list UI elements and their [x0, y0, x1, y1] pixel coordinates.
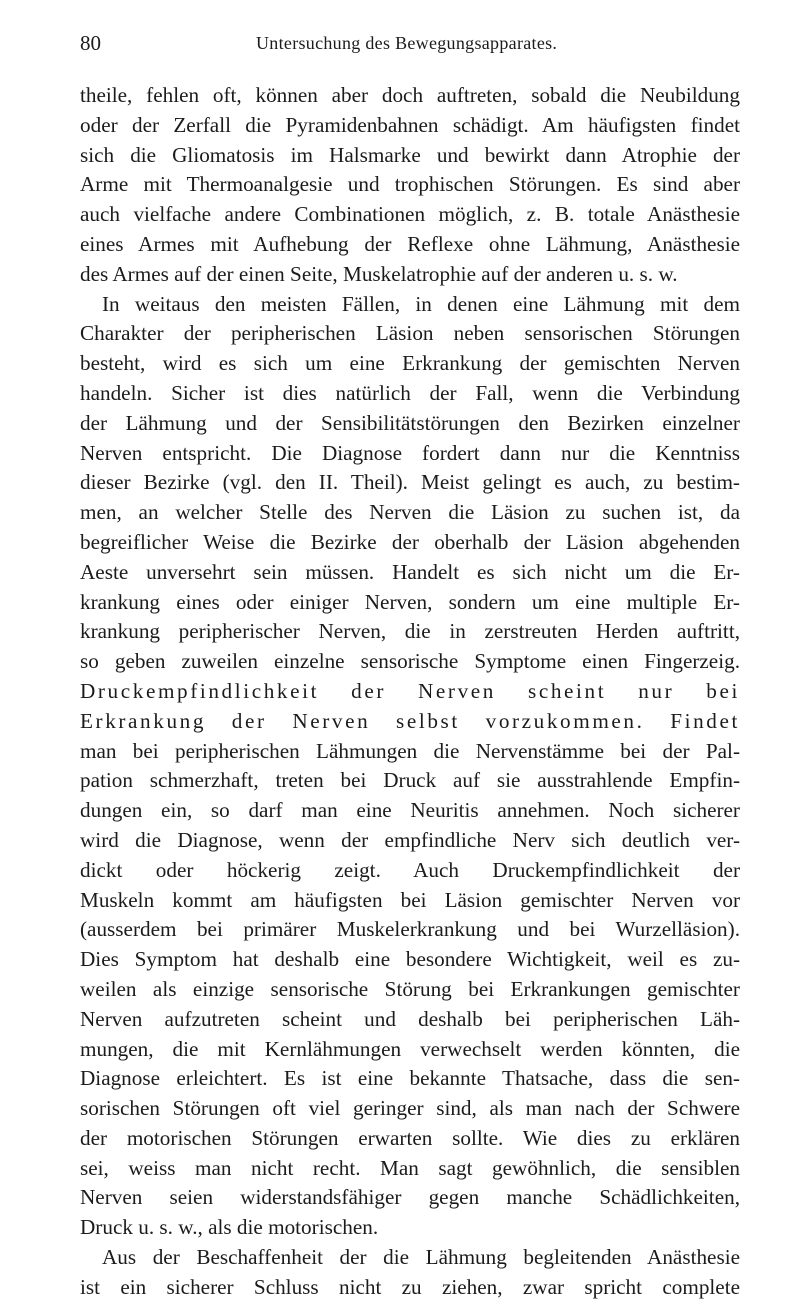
text-line: sorischen Störungen oft viel geringer sind, als man nach der Schwere: [80, 1096, 740, 1121]
page-header: [80, 28, 720, 58]
text-line: so geben zuweilen einzelne sensorische Symptome einen Fingerzeig.: [80, 649, 740, 674]
text-line: krankung peripherischer Nerven, die in zerstreuten Herden auftritt,: [80, 619, 740, 644]
text-line-emphasis: Erkrankung der Nerven selbst vorzukommen. Findet: [80, 708, 740, 733]
text-line: Charakter der peripherischen Läsion neben sensorischen Störungen: [80, 321, 740, 346]
page-number: 80: [80, 31, 101, 55]
paragraph-2: [80, 290, 740, 1244]
text-line-emphasis: Druckempfindlichkeit der Nerven scheint nur bei: [80, 678, 740, 703]
text-line: oder der Zerfall die Pyramidenbahnen schädigt. Am häufigsten findet: [80, 112, 740, 137]
text-line: Diagnose erleichtert. Es ist eine bekannte Thatsache, dass die sen-: [80, 1066, 740, 1091]
text-line: In weitaus den meisten Fällen, in denen eine Lähmung mit dem: [102, 291, 740, 316]
text-line: man bei peripherischen Lähmungen die Nervenstämme bei der Pal-: [80, 738, 740, 763]
text-line: dieser Bezirke (vgl. den II. Theil). Meist gelingt es auch, zu bestim-: [80, 470, 740, 495]
text-line: des Armes auf der einen Seite, Muskelatrophie auf der anderen u. s. w.: [80, 261, 678, 286]
text-line: auch vielfache andere Combinationen möglich, z. B. totale Anästhesie: [80, 202, 740, 227]
text-line: Nerven entspricht. Die Diagnose fordert dann nur die Kenntniss: [80, 440, 740, 465]
text-line: Nerven aufzutreten scheint und deshalb bei peripherischen Läh-: [80, 1006, 740, 1031]
text-line: der Lähmung und der Sensibilitätstörungen den Bezirken einzelner: [80, 410, 740, 435]
text-line: pation schmerzhaft, treten bei Druck auf sie ausstrahlende Empfin-: [80, 768, 740, 793]
text-line: dungen ein, so darf man eine Neuritis annehmen. Noch sicherer: [80, 798, 740, 823]
text-line: Muskeln kommt am häufigsten bei Läsion gemischter Nerven vor: [80, 887, 740, 912]
text-line: (ausserdem bei primärer Muskelerkrankung und bei Wurzelläsion).: [80, 917, 740, 942]
running-title: Untersuchung des Bewegungsapparates.: [256, 33, 558, 53]
text-line: besteht, wird es sich um eine Erkrankung der gemischten Nerven: [80, 351, 740, 376]
text-line: handeln. Sicher ist dies natürlich der Fall, wenn die Verbindung: [80, 380, 740, 405]
text-line: begreiflicher Weise die Bezirke der oberhalb der Läsion abgehenden: [80, 529, 740, 554]
text-line: Aus der Beschaffenheit der die Lähmung begleitenden Anästhesie: [102, 1245, 740, 1270]
text-line: Nerven seien widerstandsfähiger gegen manche Schädlichkeiten,: [80, 1185, 740, 1210]
paragraph-1: [80, 81, 740, 290]
text-line: der motorischen Störungen erwarten sollte. Wie dies zu erklären: [80, 1125, 740, 1150]
text-line: krankung eines oder einiger Nerven, sondern um eine multiple Er-: [80, 589, 740, 614]
text-line: dickt oder höckerig zeigt. Auch Druckempfindlichkeit der: [80, 857, 740, 882]
text-line: Aeste unversehrt sein müssen. Handelt es sich nicht um die Er-: [80, 559, 740, 584]
paragraph-3: [80, 1243, 740, 1303]
text-line: ist ein sicherer Schluss nicht zu ziehen, zwar spricht complete: [80, 1274, 740, 1299]
text-line: men, an welcher Stelle des Nerven die Läsion zu suchen ist, da: [80, 500, 740, 525]
text-line: eines Armes mit Aufhebung der Reflexe ohne Lähmung, Anästhesie: [80, 231, 740, 256]
text-line: Dies Symptom hat deshalb eine besondere Wichtigkeit, weil es zu-: [80, 947, 740, 972]
text-line: weilen als einzige sensorische Störung bei Erkrankungen gemischter: [80, 976, 740, 1001]
text-line: sei, weiss man nicht recht. Man sagt gewöhnlich, die sensiblen: [80, 1155, 740, 1180]
text-line: theile, fehlen oft, können aber doch auftreten, sobald die Neubildung: [80, 83, 740, 107]
text-line: wird die Diagnose, wenn der empfindliche Nerv sich deutlich ver-: [80, 827, 740, 852]
text-line: sich die Gliomatosis im Halsmarke und bewirkt dann Atrophie der: [80, 142, 740, 167]
text-line: Druck u. s. w., als die motorischen.: [80, 1215, 379, 1240]
text-line: Arme mit Thermoanalgesie und trophischen Störungen. Es sind aber: [80, 172, 740, 197]
text-line: mungen, die mit Kernlähmungen verwechselt werden könnten, die: [80, 1036, 740, 1061]
body-text: [80, 81, 740, 1303]
